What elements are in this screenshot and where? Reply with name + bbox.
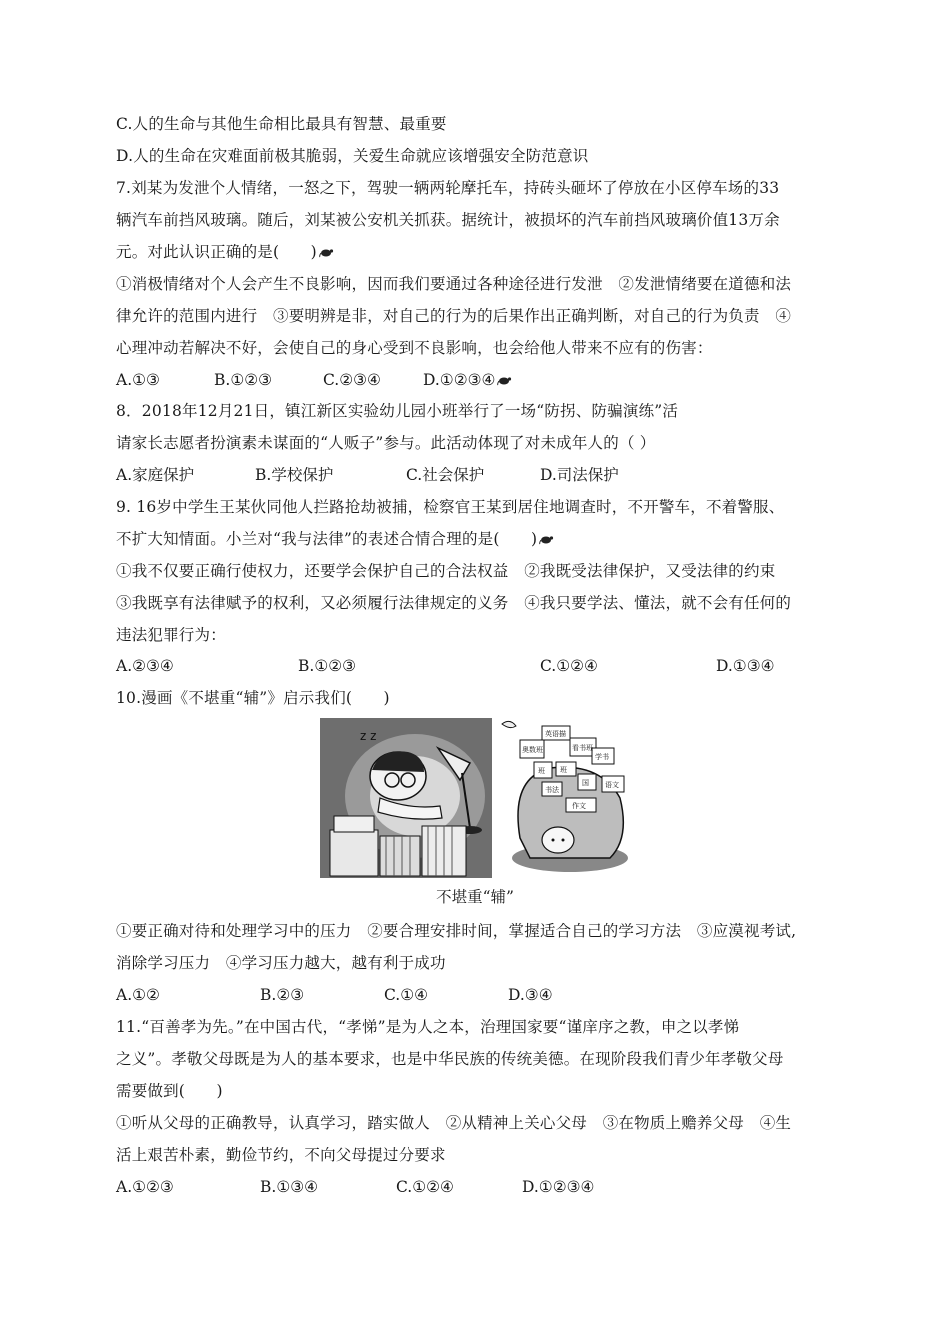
q11-option-b: B.①③④ [260, 1178, 319, 1196]
question-7-stem-text: 元。对此认识正确的是( ) [116, 243, 317, 261]
q8-option-a: A.家庭保护 [116, 466, 195, 484]
q11-option-c: C.①②④ [396, 1178, 454, 1196]
question-8-stem-1: 8．2018年12月21日，镇江新区实验幼儿园小班举行了一场“防拐、防骗演练”活 [116, 402, 679, 420]
cartoon-figure [320, 718, 632, 880]
question-9-item-1: ①我不仅要正确行使权力，还要学会保护自己的合法权益 ②我既受法律保护，又受法律的约束 [116, 562, 776, 580]
q9-option-c: C.①②④ [540, 657, 598, 675]
book-label: 班 [538, 767, 545, 775]
q9-option-a: A.②③④ [116, 657, 174, 675]
question-9-stem-text: 不扩大知情面。小兰对“我与法律”的表述合情合理的是( ) [116, 530, 538, 548]
q8-option-b: B.学校保护 [255, 466, 334, 484]
left-panel-studying-student [320, 718, 492, 878]
question-8-stem-2: 请家长志愿者扮演素未谋面的“人贩子”参与。此活动体现了对未成年人的（ ） [116, 434, 656, 452]
question-7-stem-2: 辆汽车前挡风玻璃。随后，刘某被公安机关抓获。据统计，被损坏的汽车前挡风玻璃价值13万余 [116, 211, 780, 229]
q8-option-d: D.司法保护 [540, 466, 619, 484]
right-panel-burdened-child [502, 721, 628, 872]
q10-option-c: C.①④ [384, 986, 429, 1004]
question-10-item-2: 消除学习压力 ④学习压力越大，越有利于成功 [116, 954, 446, 972]
q7-option-a: A.①③ [116, 371, 160, 389]
question-7-stem-3 [116, 241, 335, 263]
q10-option-a: A.①② [116, 986, 160, 1004]
q11-option-a: A.①②③ [116, 1178, 174, 1196]
question-10-item-1: ①要正确对待和处理学习中的压力 ②要合理安排时间，掌握适合自己的学习方法 ③应漠视考试, [116, 922, 797, 940]
book-label: 国 [582, 779, 589, 787]
figure-caption: 不堪重“辅” [436, 888, 514, 906]
question-9-item-2: ③我既享有法律赋予的权利，又必须履行法律规定的义务 ④我只要学法、懂法，就不会有任何的 [116, 594, 792, 612]
q7-option-d-text: D.①②③④ [423, 371, 496, 389]
book-label: 英语描 [545, 730, 566, 738]
question-11-stem-2: 之义”。孝敬父母既是为人的基本要求，也是中华民族的传统美德。在现阶段我们青少年孝敬父母 [116, 1050, 784, 1068]
question-9-stem-1: 9. 16岁中学生王某伙同他人拦路抢劫被捕，检察官王某到居住地调查时，不开警车，不着警服、 [116, 498, 785, 516]
question-11-stem-3: 需要做到( ) [116, 1082, 223, 1100]
q10-option-d: D.③④ [508, 986, 553, 1004]
q9-option-d: D.①③④ [716, 657, 775, 675]
q7-option-d [423, 369, 513, 391]
question-9-stem-2 [116, 528, 555, 550]
book-label: 语文 [605, 781, 619, 789]
sleep-zzz: z z [360, 729, 377, 743]
q10-option-b: B.②③ [260, 986, 305, 1004]
book-label: 作文 [572, 802, 586, 810]
question-11-item-2: 活上艰苦朴素，勤俭节约，不向父母提过分要求 [116, 1146, 446, 1164]
question-7-item-1: ①消极情绪对个人会产生不良影响，因而我们要通过各种途径进行发泄 ②发泄情绪要在道德和法 [116, 275, 792, 293]
q7-option-c: C.②③④ [323, 371, 381, 389]
q9-option-b: B.①②③ [298, 657, 357, 675]
q11-option-d: D.①②③④ [522, 1178, 595, 1196]
mouse-icon [319, 248, 335, 258]
book-label: 看书班 [572, 744, 593, 752]
question-9-item-3: 违法犯罪行为： [116, 626, 226, 644]
book-label: 班 [560, 766, 567, 774]
option-c-line: C.人的生命与其他生命相比最具有智慧、最重要 [116, 115, 447, 133]
q7-option-b: B.①②③ [214, 371, 273, 389]
option-d-line: D.人的生命在灾难面前极其脆弱，关爱生命就应该增强安全防范意识 [116, 147, 589, 165]
book-label: 奥数班 [522, 746, 543, 754]
mouse-icon [539, 535, 555, 545]
mouse-icon [497, 376, 513, 386]
question-11-item-1: ①听从父母的正确教导，认真学习，踏实做人 ②从精神上关心父母 ③在物质上赡养父母 ④生 [116, 1114, 792, 1132]
question-10-stem: 10.漫画《不堪重“辅”》启示我们( ) [116, 689, 390, 707]
question-11-stem-1: 11.“百善孝为先。”在中国古代，“孝悌”是为人之本，治理国家要“谨庠序之教，申之以孝悌 [116, 1018, 740, 1036]
book-label: 书法 [545, 786, 559, 794]
q8-option-c: C.社会保护 [406, 466, 485, 484]
book-label: 学书 [595, 753, 609, 761]
question-7-stem-1: 7.刘某为发泄个人情绪，一怒之下，驾驶一辆两轮摩托车，持砖头砸坏了停放在小区停车场的33 [116, 179, 780, 197]
question-7-item-3: 心理冲动若解决不好，会使自己的身心受到不良影响，也会给他人带来不应有的伤害： [116, 339, 713, 357]
question-7-item-2: 律允许的范围内进行 ③要明辨是非，对自己的行为的后果作出正确判断，对自己的行为负责 ④ [116, 307, 792, 325]
